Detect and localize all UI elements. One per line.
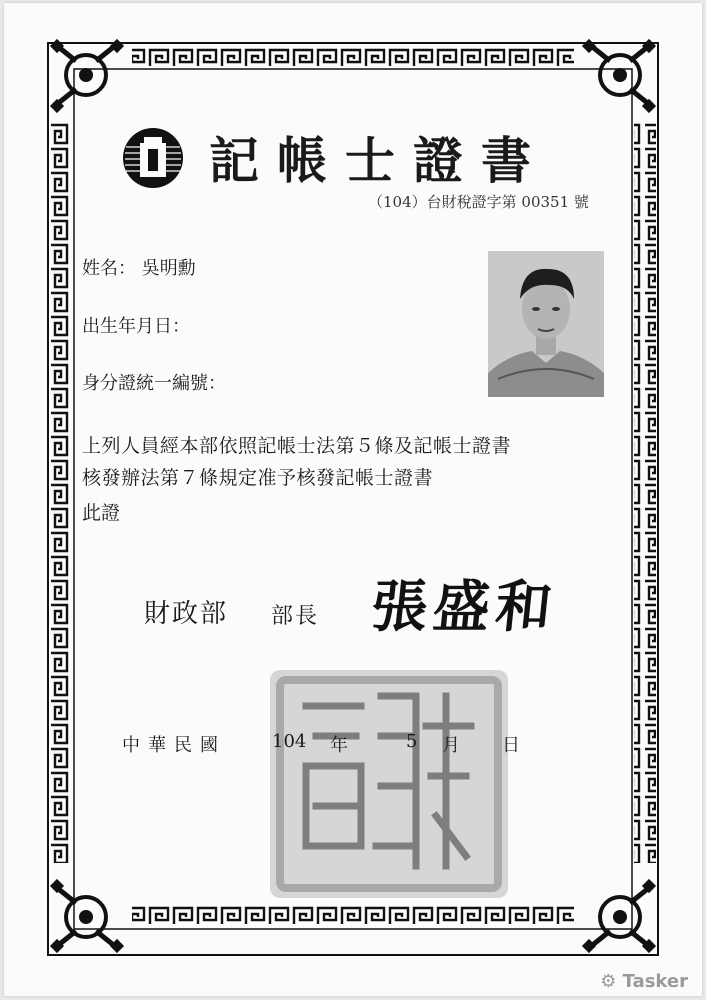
watermark-gear-icon: ⚙ [600,971,617,992]
name-row [82,254,196,280]
ministry-emblem-icon [122,127,184,189]
minister-title: 部長 [271,604,320,629]
certificate-number: （104）台財稅證字第 00351 號 [368,193,589,211]
corner-ornament-bl [50,879,124,953]
date-day-label: 日 [502,735,520,756]
date-prefix: 中華民國 [122,735,226,756]
body-text-line-2: 核發辦法第７條規定准予核發記帳士證書 [82,467,434,489]
official-seal [266,666,512,902]
certificate-title: 記帳士證書 [209,131,549,190]
corner-ornament-br [582,879,656,953]
id-number-label: 身分證統一編號： [82,373,226,394]
corner-ornament-tr [582,39,656,113]
body-text-line-3: 此證 [82,502,121,524]
holder-photo [488,251,604,397]
minister-signature: 張盛和 [368,574,562,640]
watermark [600,971,688,992]
certificate-sheet [4,3,702,996]
body-text-line-1: 上列人員經本部依照記帳士法第５條及記帳士證書 [82,435,512,457]
birthdate-label: 出生年月日： [82,316,190,337]
date-year: 104 [272,731,307,752]
date-year-label: 年 [330,735,348,756]
ministry-name: 財政部 [144,599,229,629]
date-month-label: 月 [442,735,460,756]
watermark-text: Tasker [622,971,688,992]
corner-ornament-tl [50,39,124,113]
name-value: 吳明勳 [141,258,196,279]
date-month: 5 [406,731,418,752]
name-label: 姓名： [82,258,136,279]
issue-date [122,731,226,757]
